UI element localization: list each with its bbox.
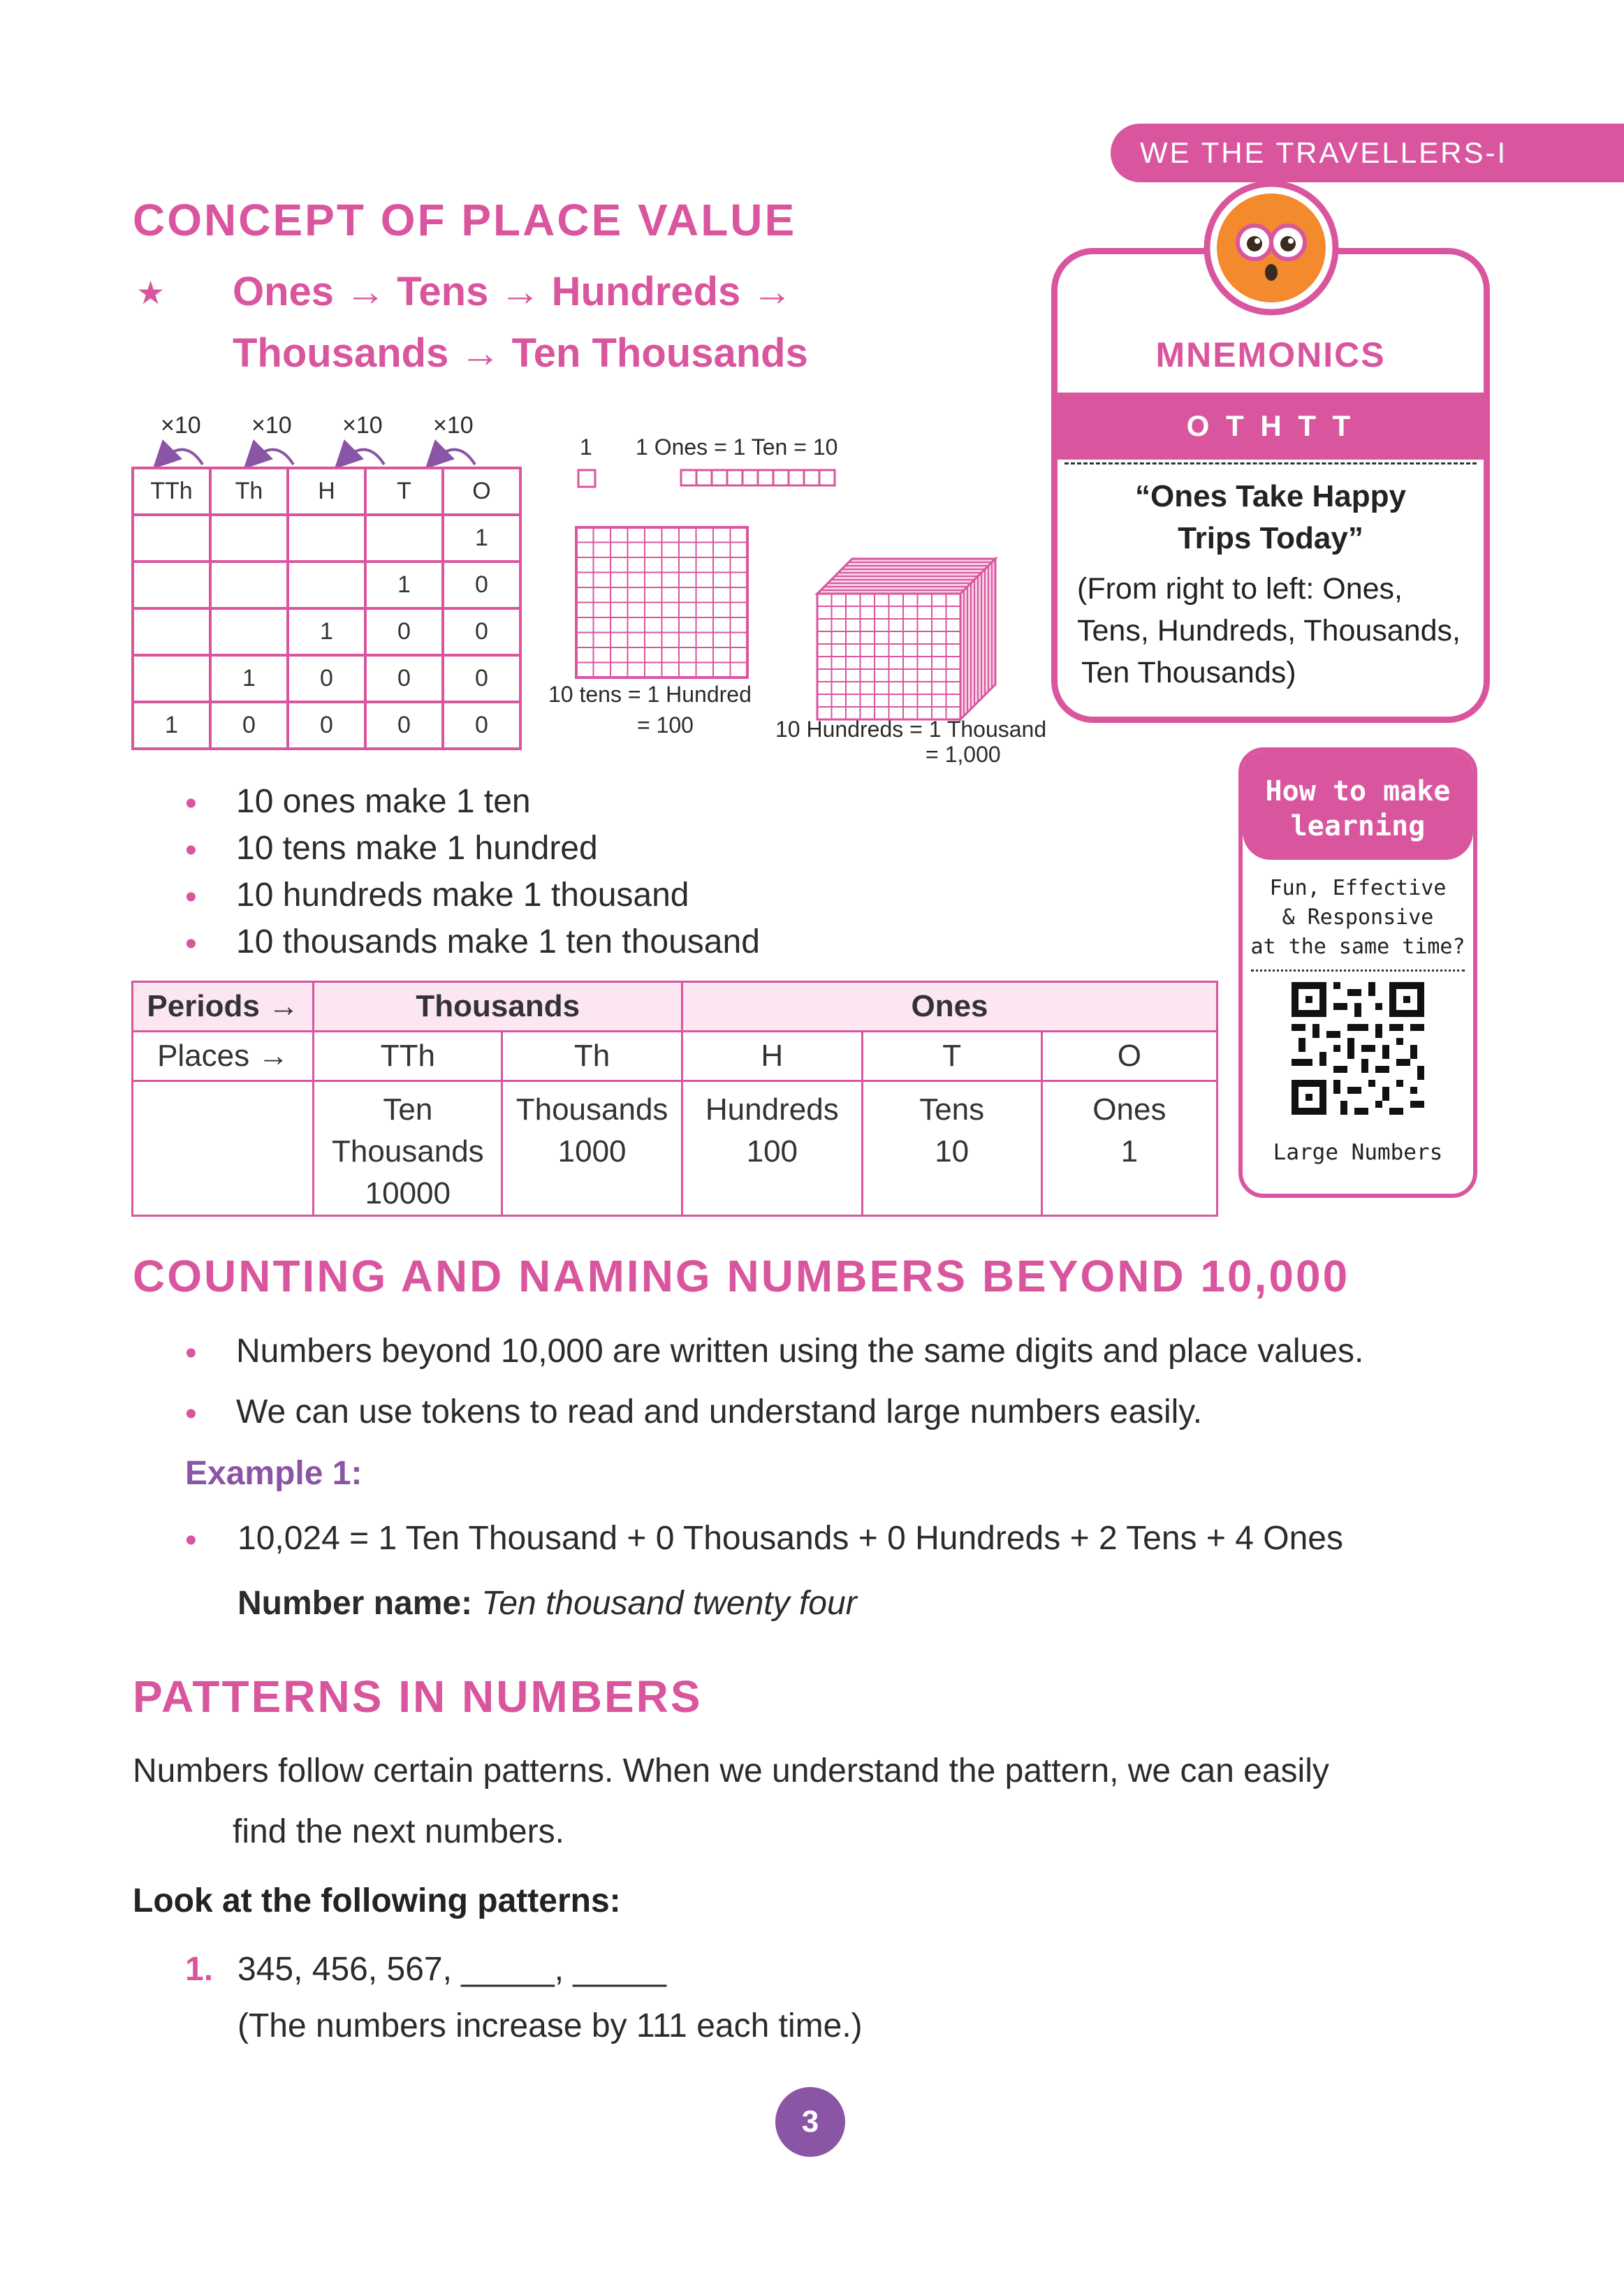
multiplier-row [133, 412, 552, 468]
number-name-line [237, 1584, 857, 1623]
thousand-cube-value: = 1,000 [926, 742, 1001, 767]
places-label: Places → [133, 1032, 314, 1081]
pv-cell [288, 562, 365, 608]
look-label: Look at the following patterns: [133, 1882, 621, 1919]
star-icon: ★ [136, 274, 166, 311]
qr-text-1: Fun, Effective [1269, 876, 1447, 900]
sequence-line-1: Ones → Tens → Hundreds → [233, 269, 793, 314]
bullet-icon: • [185, 879, 197, 916]
pv-cell [133, 562, 210, 608]
page-number: 3 [801, 2104, 819, 2139]
bullet-icon: • [185, 832, 197, 869]
place-value-table [131, 467, 522, 750]
pv-cell: 0 [365, 702, 443, 749]
place-value: 10000 [365, 1176, 451, 1210]
mnemonics-explain-1: (From right to left: Ones, [1077, 572, 1403, 606]
mnemonics-explain-3: Ten Thousands) [1081, 656, 1296, 689]
number-name-label: Number name: [237, 1585, 473, 1622]
pv-cell: 0 [443, 655, 520, 702]
fact-item: 10 tens make 1 hundred [236, 830, 598, 867]
counting-bullet: Numbers beyond 10,000 are written using the same digits and place values. [236, 1333, 1364, 1370]
pv-cell [133, 608, 210, 655]
pv-cell: 1 [288, 608, 365, 655]
pv-cell: 0 [443, 608, 520, 655]
pv-header: H [288, 468, 365, 515]
sequence-line-2: Thousands → Ten Thousands [233, 330, 808, 376]
place-value: 10 [935, 1134, 970, 1169]
pv-cell [133, 655, 210, 702]
hundred-block [573, 524, 754, 685]
period-thousands: Thousands [314, 982, 682, 1032]
bullet-icon: • [185, 1522, 197, 1559]
place-value: 1 [1120, 1134, 1139, 1169]
place-name: Tens [919, 1092, 985, 1127]
bullet-icon: • [185, 785, 197, 822]
bullet-icon: • [185, 1396, 197, 1433]
fact-item: 10 ones make 1 ten [236, 783, 531, 820]
number-name-value: Ten thousand twenty four [481, 1585, 857, 1622]
owl-mascot-icon [1201, 178, 1341, 318]
pv-cell [210, 562, 288, 608]
pv-cell: 0 [288, 702, 365, 749]
section-title-patterns: PATTERNS IN NUMBERS [133, 1671, 703, 1722]
mnemonics-quote-2: Trips Today” [1178, 521, 1363, 555]
thousand-cube-label: 10 Hundreds = 1 Thousand [775, 717, 1047, 742]
place-value: 100 [746, 1134, 798, 1169]
pv-cell [210, 608, 288, 655]
pv-cell: 0 [288, 655, 365, 702]
pv-cell: 0 [443, 562, 520, 608]
pv-cell: 0 [365, 608, 443, 655]
mnemonics-quote-1: “Ones Take Happy [1135, 479, 1406, 513]
qr-card [1238, 747, 1477, 1198]
dashed-divider [1065, 462, 1477, 464]
pv-cell [365, 515, 443, 562]
place-cell: T [862, 1032, 1041, 1081]
multiplier-label: ×10 [342, 412, 383, 439]
pv-cell: 0 [210, 702, 288, 749]
pattern-sequence: 345, 456, 567, _____, _____ [237, 1951, 666, 1988]
place-name-cell [1041, 1081, 1217, 1216]
page-number-badge [775, 2087, 845, 2157]
place-cell: TTh [314, 1032, 502, 1081]
pv-cell: 0 [365, 655, 443, 702]
mnemonics-code: O T H T T [1186, 409, 1355, 442]
qr-code-icon[interactable] [1292, 982, 1424, 1115]
thousand-cube [810, 552, 1002, 723]
fact-item: 10 thousands make 1 ten thousand [236, 923, 760, 960]
dotted-divider [1251, 969, 1465, 972]
pv-cell [210, 515, 288, 562]
fact-item: 10 hundreds make 1 thousand [236, 877, 689, 914]
place-name: Hundreds [705, 1092, 839, 1127]
one-block-label: 1 [580, 434, 592, 460]
pattern-note: (The numbers increase by 111 each time.) [237, 2007, 863, 2044]
place-cell: H [682, 1032, 862, 1081]
chapter-label: WE THE TRAVELLERS-I [1140, 136, 1508, 169]
multiplier-label: ×10 [251, 412, 292, 439]
mnemonics-explain-2: Tens, Hundreds, Thousands, [1077, 614, 1461, 647]
pv-cell: 1 [133, 702, 210, 749]
qr-text-3: at the same time? [1250, 935, 1465, 959]
pv-cell: 0 [443, 702, 520, 749]
bullet-icon: • [185, 1335, 197, 1372]
periods-label: Periods → [133, 982, 314, 1032]
qr-heading-1: How to make [1265, 775, 1451, 807]
place-name-cell [314, 1081, 502, 1216]
pv-cell: 1 [443, 515, 520, 562]
pv-header: T [365, 468, 443, 515]
patterns-intro-1: Numbers follow certain patterns. When we understand the pattern, we can easily [133, 1752, 1329, 1789]
place-name: Thousands [331, 1134, 484, 1169]
pv-cell [133, 515, 210, 562]
place-name: Ones [1092, 1092, 1166, 1127]
multiplier-label: ×10 [161, 412, 201, 439]
qr-heading-2: learning [1290, 810, 1426, 842]
pv-header: TTh [133, 468, 210, 515]
hundred-block-label: 10 tens = 1 Hundred [548, 682, 752, 707]
place-name-cell [502, 1081, 682, 1216]
patterns-intro-2: find the next numbers. [233, 1813, 564, 1850]
pv-cell: 1 [365, 562, 443, 608]
place-value: 1000 [557, 1134, 627, 1169]
mnemonics-code-bar [1058, 393, 1484, 460]
empty-cell [133, 1081, 314, 1216]
qr-text-2: & Responsive [1282, 905, 1434, 930]
mnemonics-card [1051, 248, 1490, 723]
mnemonics-title: MNEMONICS [1155, 335, 1386, 374]
multiplier-label: ×10 [433, 412, 474, 439]
hundred-block-value: = 100 [637, 712, 694, 738]
arrow-icons [133, 433, 552, 471]
section-title-place-value: CONCEPT OF PLACE VALUE [133, 195, 797, 245]
period-ones: Ones [682, 982, 1217, 1032]
example-equation: 10,024 = 1 Ten Thousand + 0 Thousands + 0 Hundreds + 2 Tens + 4 Ones [237, 1520, 1343, 1557]
unit-and-ten-blocks [573, 464, 852, 499]
place-cell: Th [502, 1032, 682, 1081]
chapter-banner [1111, 124, 1624, 182]
pv-header: Th [210, 468, 288, 515]
example-label: Example 1: [185, 1455, 363, 1492]
qr-card-header [1243, 752, 1473, 860]
ten-block-label: 1 Ones = 1 Ten = 10 [636, 434, 838, 460]
place-name: Ten [383, 1092, 433, 1127]
counting-bullet: We can use tokens to read and understand large numbers easily. [236, 1393, 1203, 1430]
period-place-table [131, 981, 1218, 1217]
place-cell: O [1041, 1032, 1217, 1081]
bullet-icon: • [185, 925, 197, 962]
place-name-cell [682, 1081, 862, 1216]
place-name: Thousands [515, 1092, 668, 1127]
pv-cell [288, 515, 365, 562]
pv-header: O [443, 468, 520, 515]
pv-cell: 1 [210, 655, 288, 702]
section-title-counting: COUNTING AND NAMING NUMBERS BEYOND 10,000 [133, 1251, 1350, 1301]
pattern-number: 1. [185, 1951, 214, 1988]
place-name-cell [862, 1081, 1041, 1216]
qr-caption: Large Numbers [1273, 1140, 1443, 1165]
